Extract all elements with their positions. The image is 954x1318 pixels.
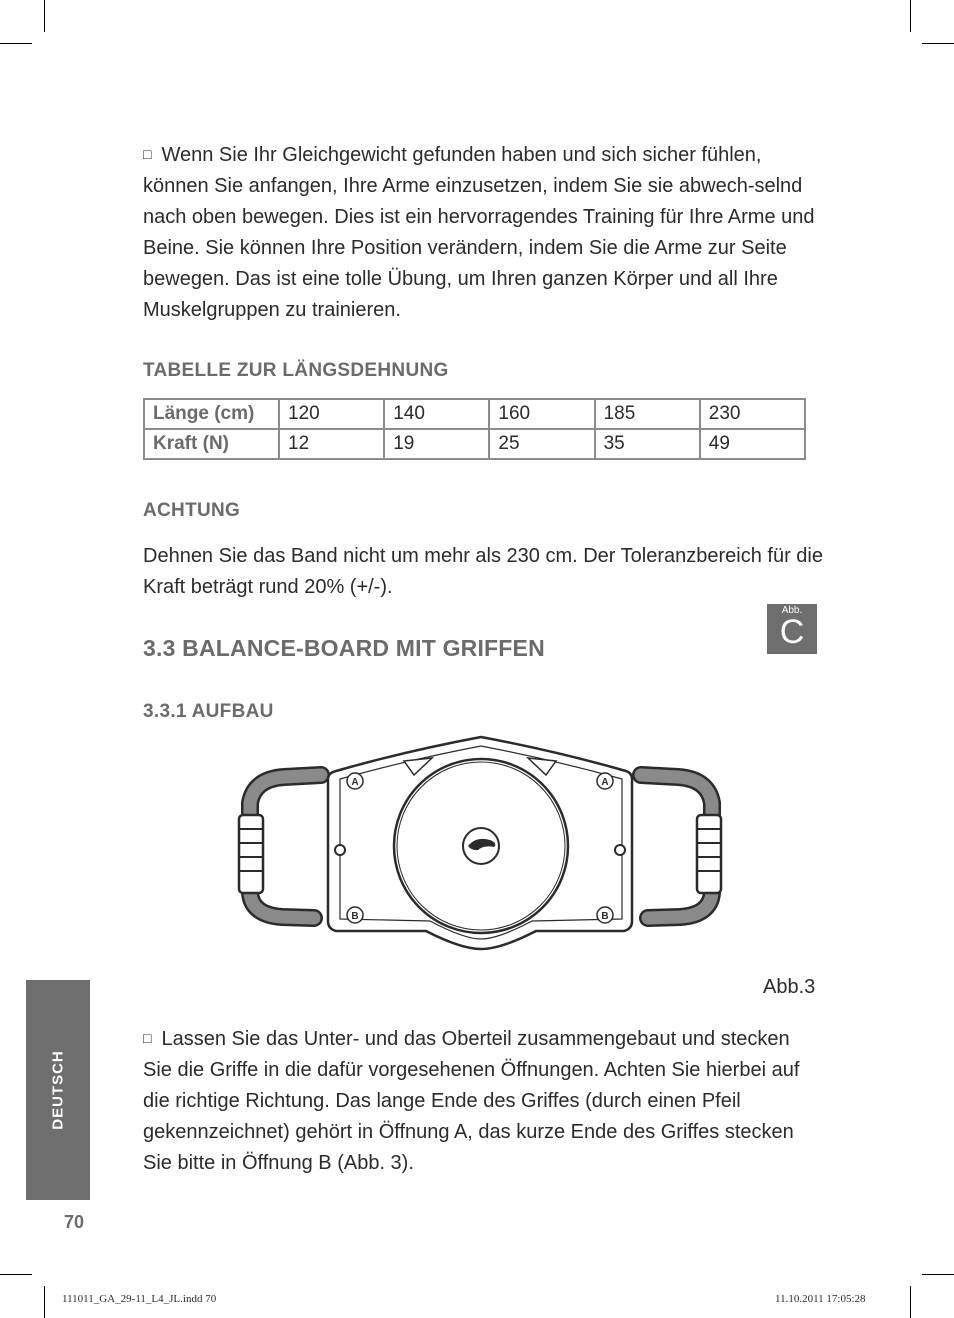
file-info: 111011_GA_29-11_L4_JL.indd 70 xyxy=(62,1293,217,1305)
crop-mark xyxy=(44,1286,45,1318)
table-cell: 185 xyxy=(595,399,700,429)
table-cell: 49 xyxy=(700,429,805,459)
crop-mark xyxy=(910,1286,911,1318)
checkbox-bullet-icon: □ xyxy=(143,146,152,162)
table-cell: 120 xyxy=(279,399,384,429)
language-tab xyxy=(26,980,90,1200)
left-handle xyxy=(239,775,321,918)
assembly-paragraph xyxy=(143,1023,823,1179)
language-label: DEUTSCH xyxy=(49,1050,67,1130)
intro-paragraph xyxy=(143,139,823,326)
table-cell: 25 xyxy=(489,429,594,459)
crop-mark xyxy=(0,1274,32,1275)
crop-mark xyxy=(910,0,911,32)
opening-b-left-label: B xyxy=(351,911,359,922)
table-cell: 12 xyxy=(279,429,384,459)
opening-b-right-label: B xyxy=(601,911,609,922)
figure-badge xyxy=(767,604,817,654)
opening-a-left-label: A xyxy=(351,777,359,788)
table-row xyxy=(144,429,805,459)
figure-badge-label: Abb. xyxy=(781,605,803,616)
warning-title: ACHTUNG xyxy=(143,500,241,521)
assembly-text: Lassen Sie das Unter- und das Oberteil zusammengebaut und stecken Sie die Griffe in die dafür vorgesehenen Öffnungen. Achten Sie hierbei auf die richtige Richtung. Das lange Ende des Griffes (durch einen Pfeil gekennzeichnet) gehört in Öffnung A, das kurze Ende des Griffes stecken Sie bitte in Öffnung B (Abb. 3). xyxy=(143,1028,800,1174)
table-cell: 140 xyxy=(384,399,489,429)
figure-badge-letter: C xyxy=(779,613,805,651)
table-title: TABELLE ZUR LÄNGSDEHNUNG xyxy=(143,360,449,381)
subsection-title: 3.3.1 AUFBAU xyxy=(143,701,274,722)
table-cell: 230 xyxy=(700,399,805,429)
figure-caption: Abb.3 xyxy=(763,976,816,998)
table-cell: 19 xyxy=(384,429,489,459)
crop-mark xyxy=(922,43,954,44)
table-cell: 35 xyxy=(595,429,700,459)
crop-mark xyxy=(922,1274,954,1275)
checkbox-bullet-icon: □ xyxy=(143,1030,152,1046)
section-title: 3.3 BALANCE-BOARD MIT GRIFFEN xyxy=(143,635,545,661)
intro-text: Wenn Sie Ihr Gleichgewicht gefunden haben und sich sicher fühlen, können Sie anfangen, Ihre Arme einzusetzen, indem Sie sie abwech-selnd nach oben bewegen. Dies ist ein hervorragendes Training für Ihre Arme und Beine. Sie können Ihre Position verändern, indem Sie die Arme zur Seite bewegen. Das ist eine tolle Übung, um Ihren ganzen Körper und all Ihre Muskelgruppen zu trainieren. xyxy=(143,144,815,321)
crop-mark xyxy=(0,43,32,44)
table-cell: 160 xyxy=(489,399,594,429)
opening-a-right-label: A xyxy=(601,777,609,788)
balance-board-figure xyxy=(236,733,726,953)
crop-mark xyxy=(44,0,45,32)
row-label: Länge (cm) xyxy=(144,399,279,429)
right-handle xyxy=(641,775,721,918)
page-number: 70 xyxy=(64,1212,85,1232)
stretch-table xyxy=(143,398,806,460)
timestamp: 11.10.2011 17:05:28 xyxy=(775,1293,866,1305)
board-body xyxy=(328,737,632,949)
warning-text: Dehnen Sie das Band nicht um mehr als 230 cm. Der Toleranzbereich für die Kraft beträgt rund 20% (+/-). xyxy=(143,545,823,598)
row-label: Kraft (N) xyxy=(144,429,279,459)
table-row xyxy=(144,399,805,429)
